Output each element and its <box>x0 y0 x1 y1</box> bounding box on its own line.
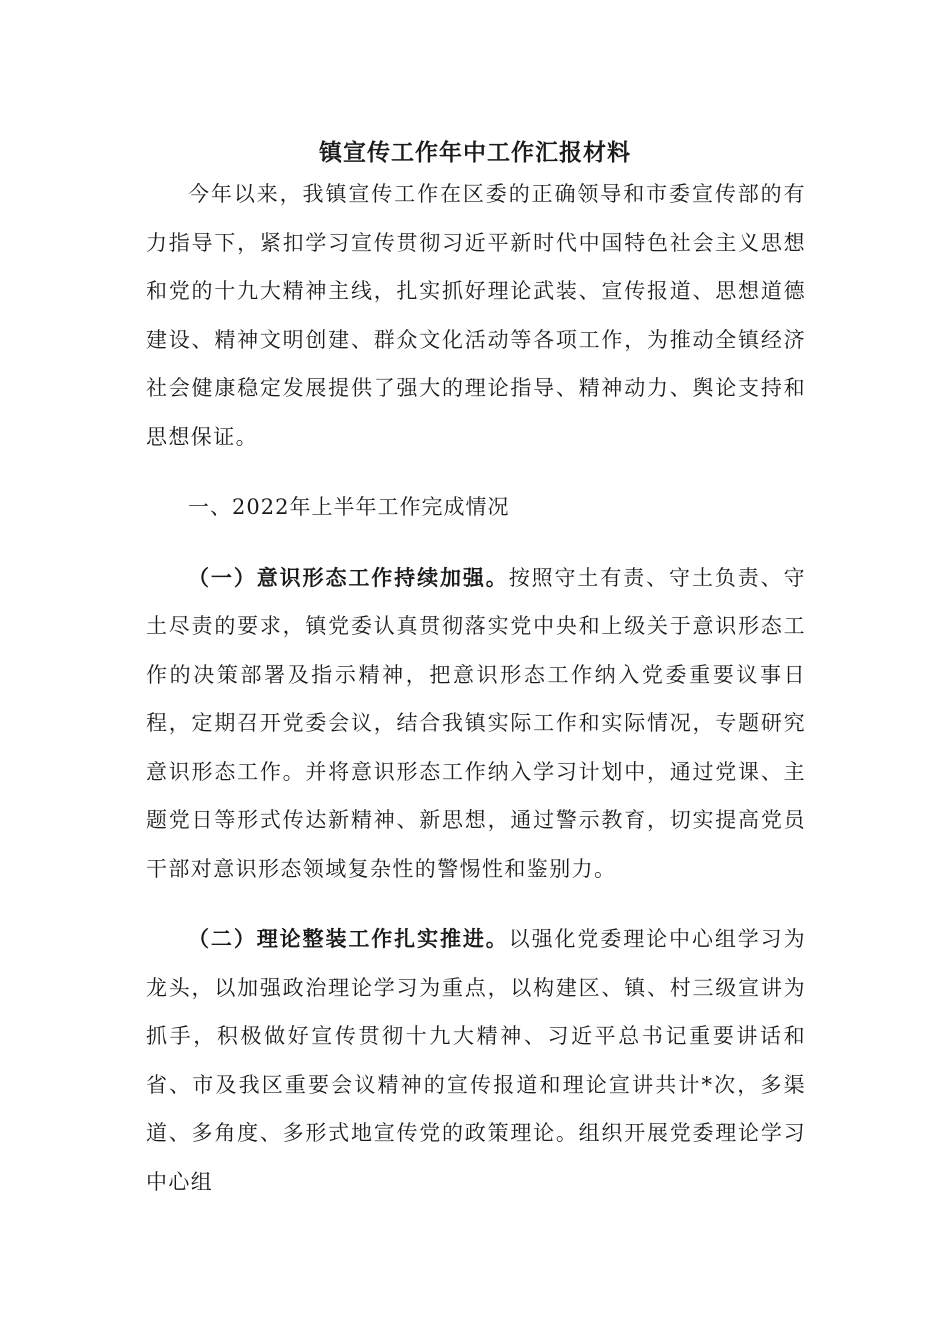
paragraph-spacer <box>146 893 806 915</box>
paragraph-spacer <box>146 532 806 554</box>
item-2-text: 以强化党委理论中心组学习为龙头，以加强政治理论学习为重点，以构建区、镇、村三级宣讲为抓手，积极做好宣传贯彻十九大精神、习近平总书记重要讲话和省、市及我区重要会议精神的宣传报道和理论宣讲共计*次，多渠道、多角度、多形式地宣传党的政策理论。组织开展党委理论学习中心组 <box>146 927 806 1194</box>
item-2-lead: （二）理论整装工作扎实推进。 <box>188 926 509 951</box>
document-title: 镇宣传工作年中工作汇报材料 <box>319 139 631 166</box>
section-heading: 一、2022年上半年工作完成情况 <box>188 495 510 519</box>
item-2-paragraph <box>146 915 806 1206</box>
item-1-paragraph <box>146 554 806 894</box>
item-1-text: 按照守土有责、守土负责、守土尽责的要求，镇党委认真贯彻落实党中央和上级关于意识形态工作的决策部署及指示精神，把意识形态工作纳入党委重要议事日程，定期召开党委会议，结合我镇实际工作和实际情况，专题研究意识形态工作。并将意识形态工作纳入学习计划中，通过党课、主题党日等形式传达新精神、新思想，通过警示教育，切实提高党员干部对意识形态领域复杂性的警惕性和鉴别力。 <box>146 565 806 881</box>
item-1-lead: （一）意识形态工作持续加强。 <box>188 564 509 590</box>
paragraph-spacer <box>146 461 806 483</box>
intro-paragraph: 今年以来，我镇宣传工作在区委的正确领导和市委宣传部的有力指导下，紧扣学习宣传贯彻习近平新时代中国特色社会主义思想和党的十九大精神主线，扎实抓好理论武装、宣传报道、思想道德建设、精神文明创建、群众文化活动等各项工作，为推动全镇经济社会健康稳定发展提供了强大的理论指导、精神动力、舆论支持和思想保证。 <box>146 182 806 449</box>
document-body <box>146 170 806 1206</box>
